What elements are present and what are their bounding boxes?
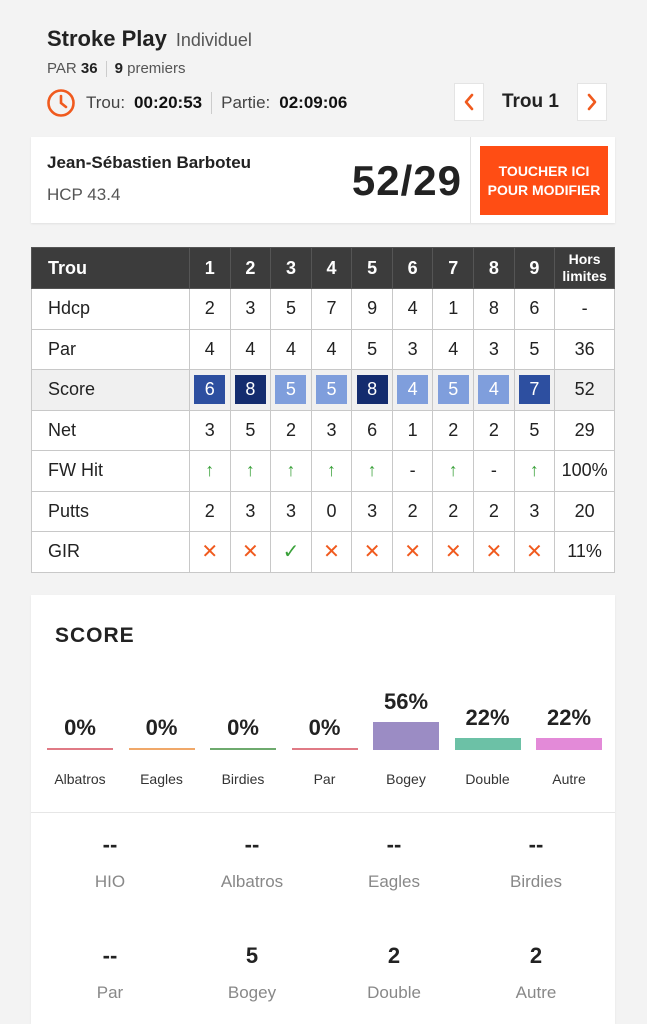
- header-cell-hole: 5: [352, 248, 393, 289]
- score-cell[interactable]: [230, 370, 271, 411]
- distribution-label: Eagles: [140, 771, 183, 787]
- fw-cell: [392, 451, 433, 492]
- hors-line-2: limites: [562, 268, 607, 284]
- score-cell[interactable]: [271, 370, 312, 411]
- putts-cell: [190, 491, 231, 532]
- stat-eagles: [323, 832, 465, 892]
- distribution-label: Par: [313, 771, 336, 787]
- scorecard-table: [31, 247, 615, 573]
- gir-total: 11%: [555, 532, 615, 573]
- distribution-percent: 22%: [465, 705, 510, 730]
- modify-score-button[interactable]: [480, 146, 608, 215]
- holes-label: premiers: [127, 60, 186, 77]
- cross-icon: ✕: [363, 541, 381, 564]
- scorecard-row-fw: [32, 451, 615, 492]
- score-chip: 5: [275, 375, 306, 404]
- cross-icon: ✕: [404, 541, 422, 564]
- header-cell-hole: 8: [474, 248, 515, 289]
- chevron-right-icon: [586, 93, 598, 111]
- net-cell: [271, 410, 312, 451]
- modify-line-1: TOUCHER ICI: [498, 162, 590, 179]
- net-cell: [311, 410, 352, 451]
- cross-icon: ✕: [323, 541, 340, 564]
- fw-cell: [474, 451, 515, 492]
- scorecard-row-score: [32, 370, 615, 411]
- hdcp-cell: [392, 289, 433, 330]
- fw-cell: [352, 451, 393, 492]
- score-chip: 8: [235, 375, 266, 404]
- modify-button-text: [488, 162, 601, 200]
- score-cell[interactable]: [514, 370, 555, 411]
- hdcp-cell: [311, 289, 352, 330]
- next-hole-button[interactable]: [577, 83, 607, 121]
- hdcp-cell: [271, 289, 312, 330]
- par-value: 36: [80, 60, 98, 77]
- game-time: 02:09:06: [279, 93, 348, 112]
- hdcp-cell: [190, 289, 231, 330]
- card-divider: [470, 137, 471, 223]
- previous-hole-button[interactable]: [454, 83, 484, 121]
- par-cell: [271, 329, 312, 370]
- holes-count: 9: [114, 60, 123, 77]
- putts-cell: [271, 491, 312, 532]
- distribution-item: [373, 685, 439, 795]
- hdcp-cell: [352, 289, 393, 330]
- fw-total: 100%: [555, 451, 615, 492]
- meta-divider: [106, 61, 107, 77]
- net-total: 29: [555, 410, 615, 451]
- hdcp-value: 4: [407, 298, 418, 319]
- timer-row: [46, 88, 347, 118]
- score-chip: 4: [397, 375, 428, 404]
- stat-double: [323, 943, 465, 1003]
- par-value: 4: [326, 338, 337, 359]
- par-cell: [474, 329, 515, 370]
- arrow-up-icon: ↑: [367, 460, 377, 481]
- stat-value: --: [102, 832, 118, 857]
- gir-cell: [190, 532, 231, 573]
- scorecard-row-net: [32, 410, 615, 451]
- par-cell: [311, 329, 352, 370]
- scorecard-header-row: [32, 248, 615, 289]
- distribution-label: Bogey: [386, 771, 426, 787]
- gir-cell: [271, 532, 312, 573]
- distribution-percent: 56%: [383, 689, 429, 714]
- score-cell[interactable]: [311, 370, 352, 411]
- fw-cell: [230, 451, 271, 492]
- row-label: GIR: [32, 532, 190, 573]
- player-total-score: 52/29: [351, 157, 462, 204]
- distribution-bar: [373, 722, 439, 750]
- cross-icon: ✕: [444, 541, 462, 564]
- putts-value: 2: [448, 500, 459, 521]
- putts-total: 20: [555, 491, 615, 532]
- net-value: 2: [285, 419, 296, 440]
- fw-value: -: [409, 460, 416, 481]
- game-header: [47, 26, 607, 77]
- net-cell: [392, 410, 433, 451]
- score-chip: 6: [194, 375, 225, 404]
- par-cell: [230, 329, 271, 370]
- distribution-label: Double: [465, 771, 510, 787]
- distribution-item: [129, 685, 195, 795]
- score-cell[interactable]: [474, 370, 515, 411]
- putts-cell: [311, 491, 352, 532]
- game-time-label: Partie:: [221, 93, 271, 112]
- stat-value: 5: [245, 943, 259, 968]
- gir-cell: [433, 532, 474, 573]
- time-divider: [211, 92, 212, 114]
- stat-label: Par: [96, 983, 124, 1002]
- hdcp-value: 5: [285, 298, 296, 319]
- net-value: 3: [204, 419, 215, 440]
- title-row: [47, 26, 607, 52]
- distribution-label: Birdies: [221, 771, 265, 787]
- net-value: 1: [407, 419, 418, 440]
- course-meta: [47, 60, 607, 77]
- net-cell: [514, 410, 555, 451]
- distribution-item: [536, 685, 602, 795]
- stat-bogey: [181, 943, 323, 1003]
- hdcp-cell: [230, 289, 271, 330]
- net-cell: [230, 410, 271, 451]
- par-value: 4: [448, 338, 459, 359]
- hole-navigator: [454, 83, 607, 121]
- hdcp-cell: [433, 289, 474, 330]
- net-cell: [474, 410, 515, 451]
- gir-cell: [514, 532, 555, 573]
- fw-cell: [311, 451, 352, 492]
- distribution-percent: 0%: [64, 715, 96, 740]
- game-title: Stroke Play: [47, 26, 167, 51]
- header-cell-hole: 2: [230, 248, 271, 289]
- arrow-up-icon: ↑: [286, 460, 296, 481]
- player-handicap: HCP 43.4: [47, 185, 121, 204]
- gir-cell: [230, 532, 271, 573]
- par-cell: [433, 329, 474, 370]
- arrow-up-icon: ↑: [529, 460, 539, 481]
- net-value: 2: [448, 419, 459, 440]
- par-value: 4: [204, 338, 215, 359]
- chevron-left-icon: [463, 93, 475, 111]
- score-chip: 4: [478, 375, 509, 404]
- putts-cell: [352, 491, 393, 532]
- distribution-label: Albatros: [54, 771, 106, 787]
- scorecard-body: [32, 289, 615, 573]
- score-panel-title: SCORE: [55, 624, 135, 647]
- hdcp-cell: [474, 289, 515, 330]
- putts-cell: [392, 491, 433, 532]
- score-cell[interactable]: [352, 370, 393, 411]
- row-label: Par: [32, 329, 190, 370]
- par-cell: [392, 329, 433, 370]
- stat-value: 2: [529, 943, 543, 968]
- header-cell-hors-limites: [555, 248, 615, 289]
- stat-label: Double: [367, 983, 421, 1002]
- distribution-bar: [47, 748, 113, 750]
- putts-cell: [474, 491, 515, 532]
- check-icon: ✓: [282, 541, 300, 564]
- putts-cell: [230, 491, 271, 532]
- header-cell-hole: 9: [514, 248, 555, 289]
- net-value: 6: [367, 419, 378, 440]
- putts-value: 3: [245, 500, 256, 521]
- stat-label: Autre: [515, 983, 557, 1002]
- net-value: 5: [529, 419, 540, 440]
- net-cell: [190, 410, 231, 451]
- net-cell: [433, 410, 474, 451]
- hole-time-label: Trou:: [86, 93, 126, 112]
- stat-albatros: [181, 832, 323, 892]
- stat-label: Albatros: [220, 872, 284, 891]
- score-chip: 8: [357, 375, 388, 404]
- header-cell-hole: 1: [190, 248, 231, 289]
- scorecard-row-putts: [32, 491, 615, 532]
- stat-birdies: [465, 832, 607, 892]
- distribution-percent: 0%: [308, 715, 341, 740]
- hdcp-value: 3: [245, 298, 256, 319]
- distribution-label: Autre: [552, 771, 586, 787]
- distribution-percent: 0%: [145, 715, 178, 740]
- putts-value: 2: [488, 500, 499, 521]
- distribution-item: [292, 685, 358, 795]
- hdcp-value: 2: [204, 298, 215, 319]
- par-value: 5: [367, 338, 378, 359]
- putts-cell: [433, 491, 474, 532]
- par-total: 36: [555, 329, 615, 370]
- stat-par: [39, 943, 181, 1003]
- par-cell: [352, 329, 393, 370]
- player-name: Jean-Sébastien Barboteu: [47, 153, 252, 172]
- header-cell-trou: Trou: [32, 248, 190, 289]
- putts-value: 3: [529, 500, 540, 521]
- putts-value: 2: [204, 500, 215, 521]
- stat-value: --: [528, 832, 544, 857]
- header-cell-hole: 4: [311, 248, 352, 289]
- row-label: Hdcp: [32, 289, 190, 330]
- score-cell[interactable]: [392, 370, 433, 411]
- row-label: Score: [32, 370, 190, 411]
- hdcp-cell: [514, 289, 555, 330]
- gir-cell: [311, 532, 352, 573]
- header-cell-hole: 7: [433, 248, 474, 289]
- hdcp-value: 6: [529, 298, 540, 319]
- header-cell-hole: 3: [271, 248, 312, 289]
- net-cell: [352, 410, 393, 451]
- row-label: Net: [32, 410, 190, 451]
- fw-cell: [271, 451, 312, 492]
- score-distribution: [47, 685, 600, 795]
- score-total: 52: [555, 370, 615, 411]
- arrow-up-icon: ↑: [205, 460, 215, 481]
- fw-cell: [190, 451, 231, 492]
- hdcp-value: 8: [488, 298, 499, 319]
- hdcp-total: -: [555, 289, 615, 330]
- score-cell[interactable]: [433, 370, 474, 411]
- arrow-up-icon: ↑: [245, 460, 255, 481]
- cross-icon: ✕: [485, 541, 503, 564]
- stat-label: Eagles: [368, 872, 420, 891]
- par-label: PAR: [47, 60, 77, 77]
- stat-value: --: [244, 832, 260, 857]
- distribution-bar: [129, 748, 195, 750]
- score-cell[interactable]: [190, 370, 231, 411]
- scorecard-row-hdcp: [32, 289, 615, 330]
- current-hole-label: Trou 1: [501, 91, 559, 112]
- cross-icon: ✕: [241, 541, 259, 564]
- fw-cell: [433, 451, 474, 492]
- distribution-percent: 22%: [546, 705, 592, 730]
- gir-cell: [392, 532, 433, 573]
- stat-autre: [465, 943, 607, 1003]
- gir-cell: [352, 532, 393, 573]
- hdcp-value: 7: [326, 298, 337, 319]
- scorecard-row-par: [32, 329, 615, 370]
- stat-value: --: [102, 943, 118, 968]
- stat-label: HIO: [94, 872, 126, 891]
- hdcp-value: 9: [367, 298, 378, 319]
- distribution-bar: [455, 738, 521, 750]
- clock-icon: [46, 88, 76, 118]
- gir-cell: [474, 532, 515, 573]
- player-card: [31, 137, 615, 223]
- game-mode: Individuel: [175, 30, 252, 50]
- distribution-percent: 0%: [227, 715, 259, 740]
- distribution-item: [455, 685, 521, 795]
- fw-value: -: [490, 460, 497, 481]
- scorecard-row-gir: [32, 532, 615, 573]
- par-value: 3: [407, 338, 418, 359]
- score-chip: 7: [519, 375, 550, 404]
- par-value: 4: [245, 338, 256, 359]
- hdcp-value: 1: [448, 298, 459, 319]
- distribution-item: [210, 685, 276, 795]
- net-value: 3: [326, 419, 337, 440]
- par-value: 3: [488, 338, 499, 359]
- row-label: Putts: [32, 491, 190, 532]
- cross-icon: ✕: [201, 541, 219, 564]
- hors-line-1: Hors: [568, 251, 601, 267]
- distribution-bar: [536, 738, 602, 750]
- par-cell: [190, 329, 231, 370]
- par-value: 5: [529, 338, 540, 359]
- header-cell-hole: 6: [392, 248, 433, 289]
- stat-label: Birdies: [510, 872, 562, 891]
- net-value: 5: [245, 419, 256, 440]
- arrow-up-icon: ↑: [448, 460, 458, 481]
- panel-divider: [31, 812, 615, 813]
- fw-cell: [514, 451, 555, 492]
- row-label: FW Hit: [32, 451, 190, 492]
- par-value: 4: [285, 338, 296, 359]
- putts-value: 3: [367, 500, 378, 521]
- stat-value: 2: [387, 943, 401, 968]
- score-panel: [31, 595, 615, 1024]
- score-chip: 5: [316, 375, 347, 404]
- putts-value: 3: [285, 500, 296, 521]
- net-value: 2: [488, 419, 499, 440]
- stat-label: Bogey: [227, 983, 277, 1002]
- arrow-up-icon: ↑: [327, 460, 337, 481]
- stat-hio: [39, 832, 181, 892]
- distribution-bar: [210, 748, 276, 750]
- putts-value: 2: [407, 500, 418, 521]
- distribution-bar: [292, 748, 358, 750]
- score-chip: 5: [438, 375, 469, 404]
- putts-value: 0: [326, 500, 337, 521]
- modify-line-2: POUR MODIFIER: [487, 181, 601, 198]
- cross-icon: ✕: [526, 541, 543, 564]
- par-cell: [514, 329, 555, 370]
- distribution-item: [47, 685, 113, 795]
- hole-time: 00:20:53: [134, 93, 203, 112]
- putts-cell: [514, 491, 555, 532]
- stat-value: --: [386, 832, 402, 857]
